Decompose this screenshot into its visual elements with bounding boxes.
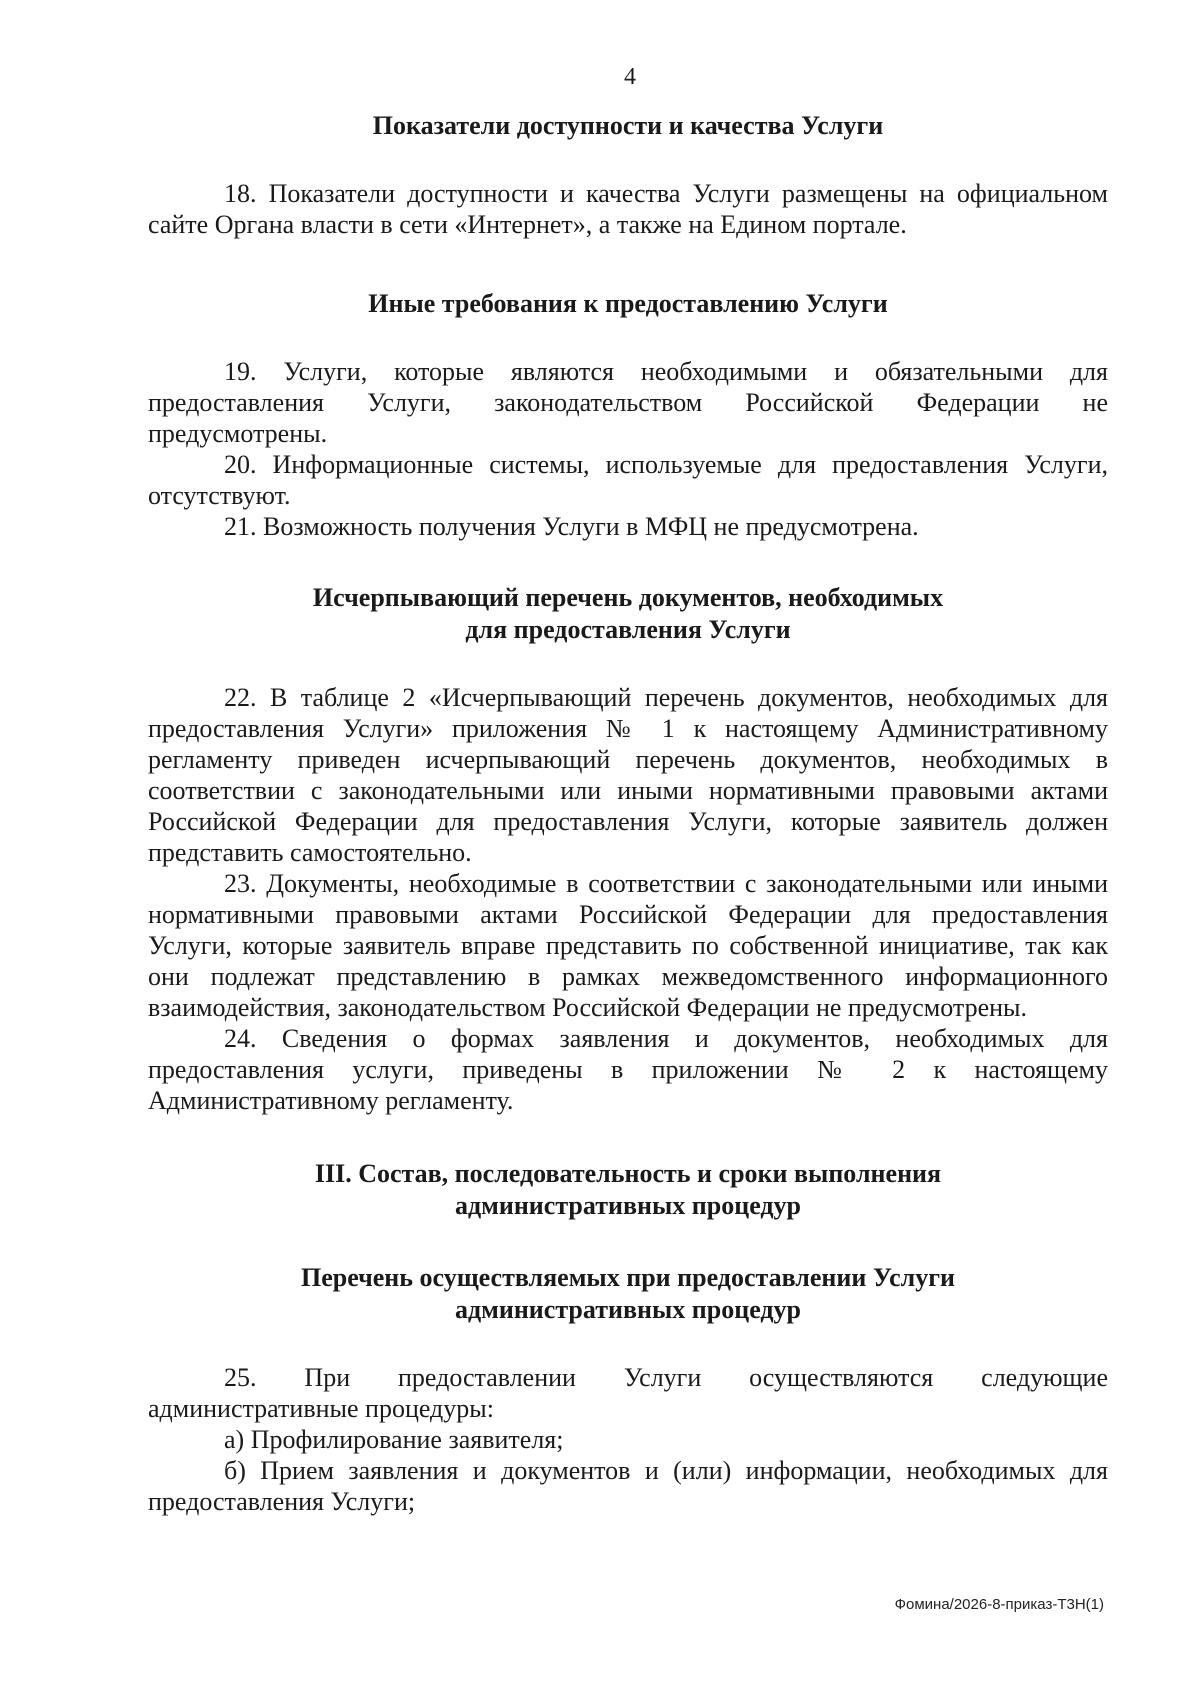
section-heading-accessibility: Показатели доступности и качества Услуги (372, 111, 884, 140)
section-heading-procedures-line2: административных процедур (454, 1295, 802, 1324)
paragraph-25: 25. При предоставлении Услуги осуществляются следующие административные процедуры: (148, 1363, 1108, 1423)
section-heading-documents-line2: для предоставления Услуги (465, 615, 791, 644)
paragraph-18: 18. Показатели доступности и качества Услуги размещены на официальном сайте Органа власти в сети «Интернет», а также на Едином портале. (148, 179, 1108, 239)
paragraph-23: 23. Документы, необходимые в соответствии с законодательными или иными нормативными правовыми актами Российской Федерации для предоставления Услуги, которые заявитель вправе представить по собственной инициативе, так как они подлежат представлению в рамках межведомственного информационного взаимодействия, законодательством Российской Федерации не предусмотрены. (148, 869, 1108, 1022)
section-heading-composition-line2: административных процедур (454, 1191, 802, 1220)
section-heading-procedures (148, 1262, 1108, 1326)
paragraph-21: 21. Возможность получения Услуги в МФЦ не предусмотрена. (224, 512, 919, 541)
section-heading-documents-line1: Исчерпывающий перечень документов, необходимых (312, 583, 944, 612)
section-heading-composition (148, 1158, 1108, 1222)
document-body (148, 108, 1108, 1517)
paragraph-20: 20. Информационные системы, используемые для предоставления Услуги, отсутствуют. (148, 450, 1108, 510)
page-number: 4 (624, 64, 636, 90)
section-heading-other-requirements: Иные требования к предоставлению Услуги (368, 289, 888, 318)
paragraph-24: 24. Сведения о формах заявления и документов, необходимых для предоставления услуги, приведены в приложении № 2 к настоящему Административному регламенту. (148, 1024, 1108, 1115)
section-heading-documents (148, 582, 1108, 646)
section-heading-procedures-line1: Перечень осуществляемых при предоставлении Услуги (300, 1263, 956, 1292)
list-item-25b: б) Прием заявления и документов и (или) информации, необходимых для предоставления Услуги; (148, 1456, 1108, 1516)
document-footer-code: Фомина/2026-8-приказ-Т3Н(1) (894, 1596, 1104, 1613)
section-heading-composition-line1: III. Состав, последовательность и сроки выполнения (314, 1159, 942, 1188)
list-item-25a: а) Профилирование заявителя; (224, 1425, 564, 1454)
paragraph-19: 19. Услуги, которые являются необходимыми и обязательными для предоставления Услуги, законодательством Российской Федерации не предусмотрены. (148, 357, 1108, 448)
paragraph-22: 22. В таблице 2 «Исчерпывающий перечень документов, необходимых для предоставления Услуги» приложения № 1 к настоящему Административному регламенту приведен исчерпывающий перечень документов, необходимых в соответствии с законодательными или иными нормативными правовыми актами Российской Федерации для предоставления Услуги, которые заявитель должен представить самостоятельно. (148, 683, 1108, 867)
